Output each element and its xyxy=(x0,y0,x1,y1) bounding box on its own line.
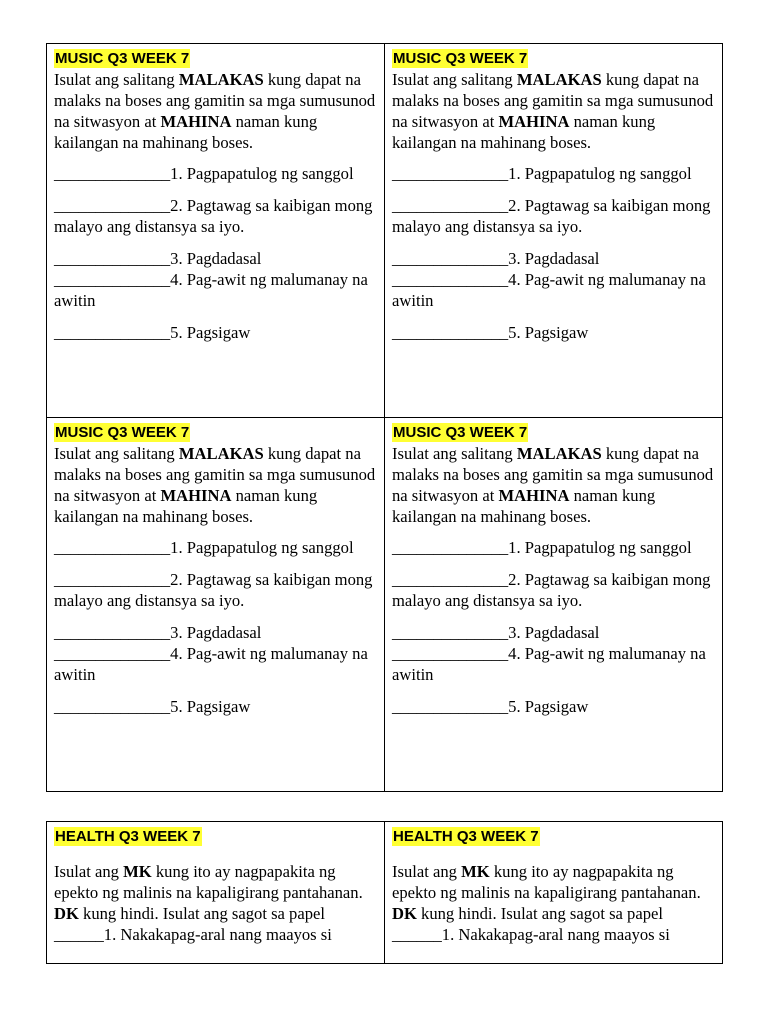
music-item-1: ______________1. Pagpapatulog ng sanggol xyxy=(54,538,354,557)
music-card xyxy=(385,44,723,418)
music-item-3: ______________3. Pagdadasal xyxy=(392,623,600,642)
music-instructions: Isulat ang salitang MALAKAS kung dapat na malaks na boses ang gamitin sa mga sumusunod na sitwasyon at MAHINA naman kung kailangan na mahinang boses. xyxy=(392,70,714,152)
health-card-header: HEALTH Q3 WEEK 7 xyxy=(393,828,539,845)
music-item-3: ______________3. Pagdadasal xyxy=(392,249,600,268)
music-card-header: MUSIC Q3 WEEK 7 xyxy=(55,50,190,67)
music-item-1: ______________1. Pagpapatulog ng sanggol xyxy=(392,538,692,557)
music-card xyxy=(385,418,723,792)
music-item-5: ______________5. Pagsigaw xyxy=(54,697,251,716)
music-card-header: MUSIC Q3 WEEK 7 xyxy=(55,424,190,441)
music-instructions: Isulat ang salitang MALAKAS kung dapat na malaks na boses ang gamitin sa mga sumusunod na sitwasyon at MAHINA naman kung kailangan na mahinang boses. xyxy=(392,444,714,526)
music-card xyxy=(47,418,385,792)
music-item-4: ______________4. Pag-awit ng malumanay na awitin xyxy=(54,270,368,310)
health-item-1: ______1. Nakakapag-aral nang maayos si xyxy=(392,925,670,944)
health-card-header: HEALTH Q3 WEEK 7 xyxy=(55,828,201,845)
health-card xyxy=(385,822,723,964)
music-item-2: ______________2. Pagtawag sa kaibigan mong malayo ang distansya sa iyo. xyxy=(392,196,711,236)
health-item-1: ______1. Nakakapag-aral nang maayos si xyxy=(54,925,332,944)
health-worksheet-grid xyxy=(46,821,723,964)
music-worksheet-grid xyxy=(46,43,723,792)
music-item-5: ______________5. Pagsigaw xyxy=(54,323,251,342)
health-instructions: Isulat ang MK kung ito ay nagpapakita ng epekto ng malinis na kapaligirang pantahanan. DK kung hindi. Isulat ang sagot sa papel xyxy=(392,862,701,923)
music-card-header: MUSIC Q3 WEEK 7 xyxy=(393,50,528,67)
music-item-1: ______________1. Pagpapatulog ng sanggol xyxy=(54,164,354,183)
health-instructions: Isulat ang MK kung ito ay nagpapakita ng epekto ng malinis na kapaligirang pantahanan. DK kung hindi. Isulat ang sagot sa papel xyxy=(54,862,363,923)
music-item-3: ______________3. Pagdadasal xyxy=(54,623,262,642)
music-instructions: Isulat ang salitang MALAKAS kung dapat na malaks na boses ang gamitin sa mga sumusunod na sitwasyon at MAHINA naman kung kailangan na mahinang boses. xyxy=(54,444,376,526)
music-item-2: ______________2. Pagtawag sa kaibigan mong malayo ang distansya sa iyo. xyxy=(392,570,711,610)
music-card-header: MUSIC Q3 WEEK 7 xyxy=(393,424,528,441)
music-item-3: ______________3. Pagdadasal xyxy=(54,249,262,268)
health-card xyxy=(47,822,385,964)
music-item-2: ______________2. Pagtawag sa kaibigan mong malayo ang distansya sa iyo. xyxy=(54,570,373,610)
music-item-4: ______________4. Pag-awit ng malumanay na awitin xyxy=(392,270,706,310)
music-item-2: ______________2. Pagtawag sa kaibigan mong malayo ang distansya sa iyo. xyxy=(54,196,373,236)
music-item-4: ______________4. Pag-awit ng malumanay na awitin xyxy=(392,644,706,684)
music-card xyxy=(47,44,385,418)
music-item-4: ______________4. Pag-awit ng malumanay na awitin xyxy=(54,644,368,684)
music-item-1: ______________1. Pagpapatulog ng sanggol xyxy=(392,164,692,183)
music-item-5: ______________5. Pagsigaw xyxy=(392,697,589,716)
music-item-5: ______________5. Pagsigaw xyxy=(392,323,589,342)
music-instructions: Isulat ang salitang MALAKAS kung dapat na malaks na boses ang gamitin sa mga sumusunod na sitwasyon at MAHINA naman kung kailangan na mahinang boses. xyxy=(54,70,376,152)
